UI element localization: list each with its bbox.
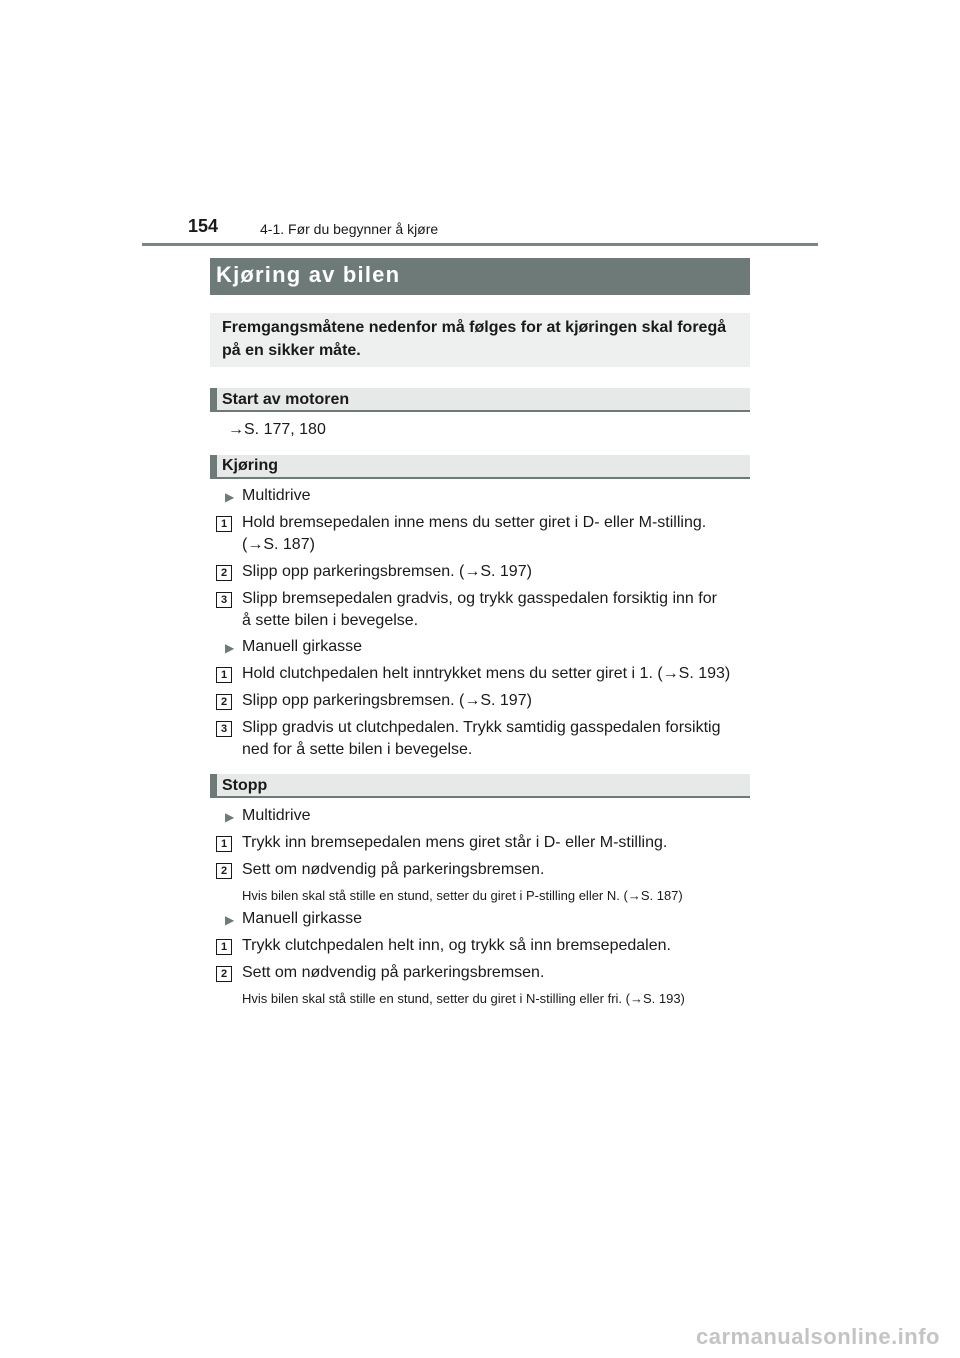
section-heading-stop: Stopp — [222, 777, 268, 794]
step-text: Hold bremsepedalen inne mens du setter giret i D- eller M-stilling. (→S. 187) — [242, 514, 707, 553]
step-text: Slipp gradvis ut clutchpedalen. Trykk samtidig gasspedalen forsiktig ned for å sette bilen i bevegelse. — [242, 719, 721, 758]
step-text: Hold clutchpedalen helt inntrykket mens du setter giret i 1. (→S. 193) — [242, 665, 731, 682]
step-number-box: 1 — [216, 516, 232, 532]
triangle-bullet-icon: ▶ — [225, 810, 235, 824]
step-text: Slipp bremsepedalen gradvis, og trykk gasspedalen forsiktig inn for å sette bilen i bevegelse. — [242, 590, 717, 629]
section-heading-driving: Kjøring — [222, 457, 278, 474]
page-number: 154 — [188, 216, 219, 236]
sub-heading-multidrive: Multidrive — [242, 487, 311, 504]
header-rule — [142, 243, 818, 246]
intro-text: Fremgangsmåtene nedenfor må følges for at kjøringen skal foregå på en sikker måte. — [222, 319, 727, 359]
section-heading-start: Start av motoren — [222, 391, 350, 408]
step-number-box: 2 — [216, 966, 232, 982]
step-number-box: 1 — [216, 667, 232, 683]
note-text: Hvis bilen skal stå stille en stund, setter du giret i N-stilling eller fri. (→S. 193) — [242, 991, 685, 1006]
step-text: Sett om nødvendig på parkeringsbremsen. — [242, 861, 545, 878]
start-reference: →S. 177, 180 — [228, 421, 326, 438]
step-number-box: 3 — [216, 592, 232, 608]
step-text: Sett om nødvendig på parkeringsbremsen. — [242, 964, 545, 981]
triangle-bullet-icon: ▶ — [225, 490, 235, 504]
triangle-bullet-icon: ▶ — [225, 641, 235, 655]
step-text: Trykk clutchpedalen helt inn, og trykk så inn bremsepedalen. — [242, 937, 671, 954]
watermark: carmanualsonline.info — [696, 1324, 940, 1349]
step-number-box: 2 — [216, 863, 232, 879]
step-number-box: 1 — [216, 836, 232, 852]
step-number-box: 1 — [216, 939, 232, 955]
step-number-box: 2 — [216, 565, 232, 581]
step-text: Slipp opp parkeringsbremsen. (→S. 197) — [242, 692, 532, 709]
note-text: Hvis bilen skal stå stille en stund, setter du giret i P-stilling eller N. (→S. 187) — [242, 888, 683, 903]
sub-heading-multidrive: Multidrive — [242, 807, 311, 824]
step-number-box: 2 — [216, 694, 232, 710]
page-title: Kjøring av bilen — [216, 262, 401, 287]
section-bar-stop — [210, 774, 750, 798]
running-head: 4-1. Før du begynner å kjøre — [260, 221, 439, 237]
sub-heading-manual: Manuell girkasse — [242, 638, 363, 655]
sub-heading-manual: Manuell girkasse — [242, 910, 363, 927]
step-number-box: 3 — [216, 721, 232, 737]
section-bar-driving — [210, 455, 750, 479]
step-text: Trykk inn bremsepedalen mens giret står i D- eller M-stilling. — [242, 834, 668, 851]
step-text: Slipp opp parkeringsbremsen. (→S. 197) — [242, 563, 532, 580]
triangle-bullet-icon: ▶ — [225, 913, 235, 927]
